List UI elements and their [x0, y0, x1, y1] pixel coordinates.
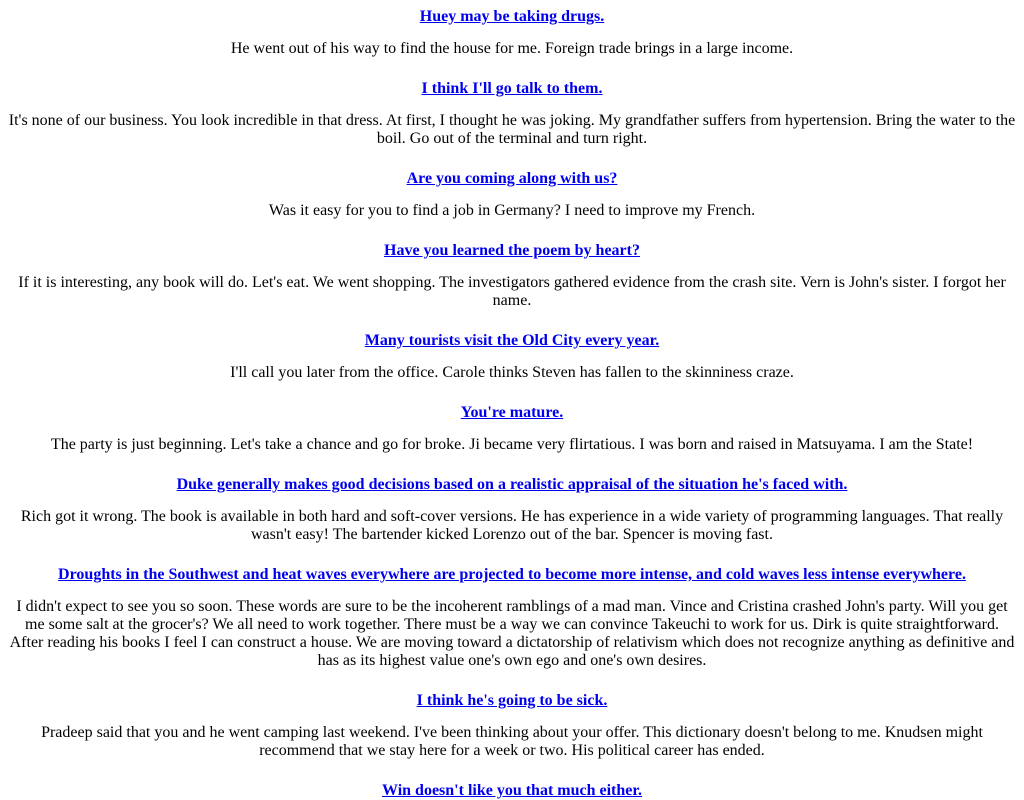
section-paragraph: If it is interesting, any book will do. Let's eat. We went shopping. The investigators gathered evidence from the crash site. Vern is John's sister. I forgot her name.	[18, 274, 1006, 309]
section-paragraph: I didn't expect to see you so soon. These words are sure to be the incoherent ramblings of a mad man. Vince and Cristina crashed John's party. Will you get me some salt at the grocer's? We all need to work together. There must be a way we can convince Takeuchi to work for us. Dirk is quite straightforward. After reading his books I feel I can construct a house. We are moving toward a dictatorship of relativism which does not recognize anything as definitive and has as its highest value one's own ego and one's own desires.	[9, 598, 1015, 669]
section-heading	[8, 324, 1016, 350]
section-6	[8, 396, 1016, 454]
section-7	[8, 468, 1016, 544]
section-paragraph: The party is just beginning. Let's take a chance and go for broke. Ji became very flirtatious. I was born and raised in Matsuyama. I am the State!	[50, 436, 974, 453]
section-paragraph: Was it easy for you to find a job in Germany? I need to improve my French.	[268, 202, 756, 219]
section-heading	[8, 72, 1016, 98]
heading-link[interactable]: You're mature.	[460, 404, 564, 421]
section-heading	[8, 558, 1016, 584]
heading-link[interactable]: Duke generally makes good decisions based on a realistic appraisal of the situation he's faced with.	[176, 476, 848, 493]
section-8	[8, 558, 1016, 670]
heading-link[interactable]: Many tourists visit the Old City every year.	[364, 332, 660, 349]
heading-link[interactable]: I think I'll go talk to them.	[421, 80, 603, 97]
section-heading	[8, 234, 1016, 260]
section-1	[8, 0, 1016, 58]
section-4	[8, 234, 1016, 310]
heading-link[interactable]: Win doesn't like you that much either.	[381, 782, 643, 799]
section-heading	[8, 396, 1016, 422]
section-2	[8, 72, 1016, 148]
section-heading	[8, 0, 1016, 26]
section-heading	[8, 468, 1016, 494]
section-paragraph: Rich got it wrong. The book is available in both hard and soft-cover versions. He has experience in a wide variety of programming languages. That really wasn't easy! The bartender kicked Lorenzo out of the bar. Spencer is moving fast.	[20, 508, 1004, 543]
section-heading	[8, 684, 1016, 710]
section-paragraph: It's none of our business. You look incredible in that dress. At first, I thought he was joking. My grandfather suffers from hypertension. Bring the water to the boil. Go out of the terminal and turn right.	[8, 112, 1016, 147]
section-5	[8, 324, 1016, 382]
section-heading	[8, 774, 1016, 800]
section-paragraph: He went out of his way to find the house for me. Foreign trade brings in a large income.	[230, 40, 794, 57]
section-paragraph: Pradeep said that you and he went camping last weekend. I've been thinking about your offer. This dictionary doesn't belong to me. Knudsen might recommend that we stay here for a week or two. His political career has ended.	[41, 724, 983, 759]
heading-link[interactable]: Have you learned the poem by heart?	[384, 242, 640, 259]
section-3	[8, 162, 1016, 220]
section-heading	[8, 162, 1016, 188]
heading-link[interactable]: Droughts in the Southwest and heat waves everywhere are projected to become more intense, and cold waves less intense everywhere.	[58, 566, 966, 583]
heading-link[interactable]: I think he's going to be sick.	[416, 692, 608, 709]
heading-link[interactable]: Huey may be taking drugs.	[419, 8, 605, 25]
section-paragraph: I'll call you later from the office. Carole thinks Steven has fallen to the skinniness craze.	[230, 364, 794, 381]
section-10	[8, 774, 1016, 800]
heading-link[interactable]: Are you coming along with us?	[406, 170, 618, 187]
section-9	[8, 684, 1016, 760]
